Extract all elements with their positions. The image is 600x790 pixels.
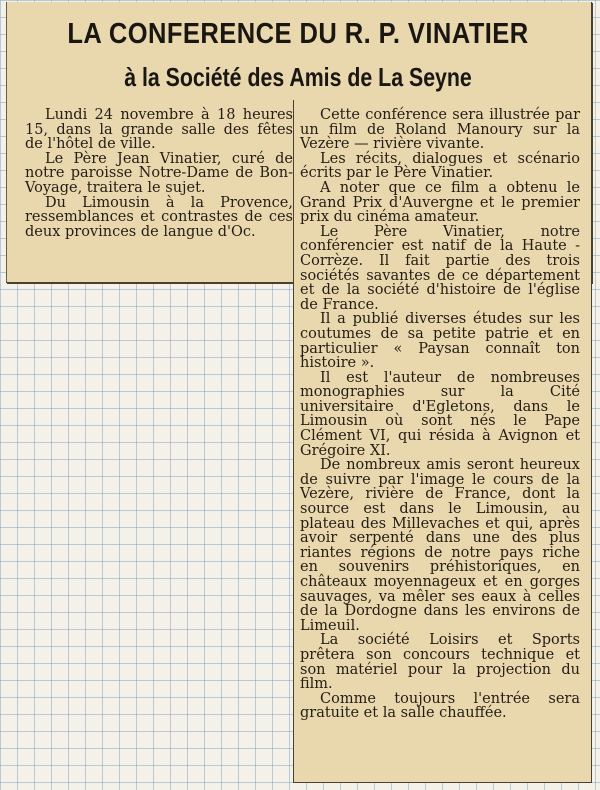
paragraph: Il est l'auteur de nombreuses monographies sur la Cité universitaire d'Egletons, dans le Limousin où sont nés le Pape Clément VI, qui résida à Avignon et Grégoire XI.	[300, 369, 580, 459]
paragraph: Il a publié diverses études sur les coutumes de sa petite patrie et en particulier « Paysan connaît ton histoire ».	[300, 311, 580, 372]
paragraph: A noter que ce film a obtenu le Grand Prix d'Auvergne et le premier prix du cinéma amateur.	[300, 179, 580, 226]
right-column	[300, 108, 580, 721]
paragraph: Comme toujours l'entrée sera gratuite et la salle chauffée.	[300, 690, 580, 722]
paragraph: Cette conférence sera illustrée par un film de Roland Manoury sur la Vezère — rivière vivante.	[300, 107, 580, 153]
paragraph: Les récits, dialogues et scénario écrits par le Père Vinatier.	[300, 150, 580, 182]
paragraph: Lundi 24 novembre à 18 heures 15, dans la grande salle des fêtes de l'hôtel de ville.	[25, 107, 293, 153]
left-column	[25, 108, 293, 239]
paragraph: Du Limousin à la Provence, ressemblances et contrastes de ces deux provinces de langue d'Oc.	[25, 194, 293, 240]
paragraph: De nombreux amis seront heureux de suivre par l'image le cours de la Vezère, rivière de France, dont la source est dans le Limousin, au plateau des Millevaches et qui, après avoir serpenté dans une des plus riantes régions de notre pays riche en souvenirs préhistoriques, en châteaux moyennageux et en gorges sauvages, va mêler ses eaux à celles de la Dordogne dans les environs de Limeuil.	[300, 457, 580, 634]
paragraph: Le Père Jean Vinatier, curé de notre paroisse Notre-Dame de Bon-Voyage, traitera le sujet.	[25, 150, 293, 196]
paragraph: La société Loisirs et Sports prêtera son concours technique et son matériel pour la projection du film.	[300, 632, 580, 693]
paragraph: Le Père Vinatier, notre conférencier est natif de la Haute - Corrèze. Il fait partie des trois sociétés savantes de ce département et de la société d'histoire de l'église de France.	[300, 223, 580, 313]
article-headline: LA CONFERENCE DU R. P. VINATIER	[67, 18, 529, 50]
article-subheadline: à la Société des Amis de La Seyne	[124, 62, 472, 92]
